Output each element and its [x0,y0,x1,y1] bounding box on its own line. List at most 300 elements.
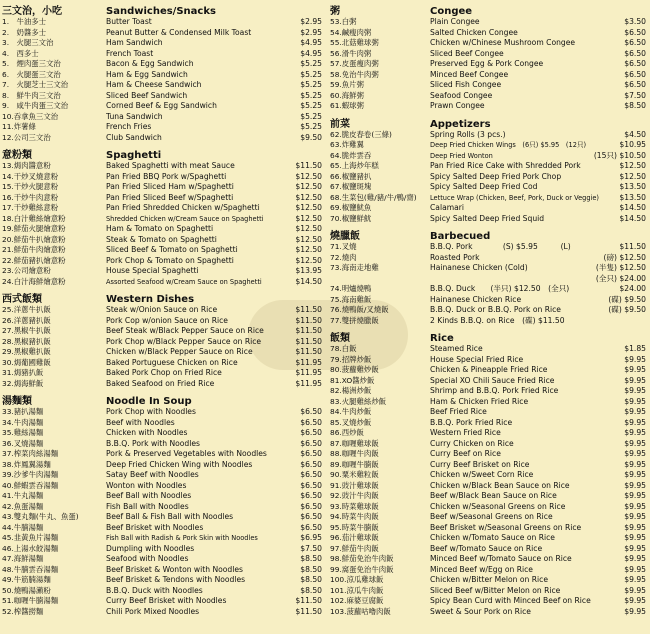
section-header [330,331,646,344]
item-name-chinese: 21.鮮茄牛肉燴意粉 [2,245,66,254]
item-name-english: Chicken w/Sweet Corn Rice [430,470,534,479]
item-price: $5.25 [300,80,322,89]
menu-item[interactable] [330,439,646,450]
item-name-english: Ham & Egg Sandwich [106,69,188,79]
menu-item[interactable] [330,355,646,366]
item-name-chinese: 17.干炒雞絲意粉 [2,203,59,212]
item-price: $11.95 [295,368,322,377]
menu-item[interactable] [2,161,322,172]
item-name-english: Beef w/Black Bean Sauce on Rice [430,491,557,500]
menu-item[interactable] [330,418,646,429]
menu-item[interactable] [330,607,646,618]
item-name-english: Minced Beef w/Egg on Rice [430,564,533,574]
menu-item[interactable] [2,502,322,513]
item-name-chinese: 42.魚蛋湯麵 [2,501,44,511]
item-name-english: Curry Chicken on Rice [430,438,514,448]
item-price: $9.95 [624,354,646,364]
menu-item[interactable] [330,70,646,81]
item-name-chinese: 83.火腿雞絲炒飯 [330,396,387,406]
menu-item[interactable] [2,575,322,586]
item-name-chinese: 99.窩蛋免治牛肉飯 [330,564,394,574]
menu-item[interactable] [330,17,646,28]
menu-item[interactable] [2,112,322,123]
item-name-chinese: 49.牛筋腩湯麵 [2,575,51,584]
menu-section [330,229,646,326]
item-price: $6.50 [300,491,322,500]
item-name-english: Sweet & Sour Pork on Rice [430,606,531,616]
menu-item[interactable] [2,266,322,277]
menu-item[interactable] [2,17,322,28]
menu-item[interactable] [2,428,322,439]
item-price: $9.95 [624,585,646,595]
menu-item[interactable] [330,80,646,91]
section-title-chinese: 前菜 [330,118,350,130]
menu-item[interactable] [330,428,646,439]
menu-item[interactable] [330,140,646,151]
section-title-chinese: 湯麵類 [2,396,32,407]
menu-item[interactable] [330,193,646,204]
item-name-chinese: 65.上海炒年糕 [330,161,379,170]
menu-item[interactable] [330,253,646,264]
item-name-chinese: 61.蝦球粥 [330,101,364,110]
item-price: $8.50 [624,101,646,110]
menu-item[interactable] [2,460,322,471]
item-price: $2.95 [300,27,322,37]
item-name-chinese: 71.叉燒 [330,242,357,251]
menu-item[interactable] [330,376,646,387]
menu-section [2,292,322,389]
menu-item[interactable] [2,172,322,183]
item-name-english: B.B.Q. Duck with Noodles [106,585,203,595]
item-name-chinese: 37.榨菜肉絲湯麵 [2,449,59,458]
item-name-chinese: 6. 火腿蛋三文治 [2,69,61,79]
menu-item[interactable] [2,101,322,112]
item-name-english: Beef Brisket with Noodles [106,522,204,532]
item-name-chinese: 19.鮮茄火腿燴意粉 [2,224,66,233]
section-title-english: Noodle In Soup [106,396,192,407]
menu-item[interactable] [2,133,322,144]
menu-item[interactable] [330,470,646,481]
menu-item[interactable] [330,101,646,112]
item-name-english: 2 Kinds B.B.Q. on Rice (碟) $11.50 [430,315,565,325]
menu-item[interactable] [330,203,646,214]
menu-item[interactable] [2,491,322,502]
menu-item[interactable] [2,379,322,390]
menu-item[interactable] [2,449,322,460]
menu-item[interactable] [2,277,322,288]
item-name-chinese: 33.豬扒湯麵 [2,407,44,416]
item-price: $5.25 [300,69,322,79]
item-name-english: Fish Ball with Radish & Pork Skin with Noodles [106,534,258,542]
item-price: $7.50 [300,543,322,553]
menu-item[interactable] [2,470,322,481]
item-name-english: Minced Beef Congee [430,69,509,79]
menu-item[interactable] [330,214,646,225]
item-name-chinese: 54.鹹瘦肉粥 [330,27,372,37]
menu-item[interactable] [330,49,646,60]
item-name-english: Seafood Congee [430,90,493,100]
item-price: $12.50 [295,171,322,181]
menu-item[interactable] [2,481,322,492]
item-name-chinese: 40.鮮蝦雲吞湯麵 [2,480,59,490]
menu-item[interactable] [330,554,646,565]
item-name-chinese: 23.公司燴意粉 [2,266,51,275]
item-name-english: House Special Spaghetti [106,266,199,275]
menu-item[interactable] [2,554,322,565]
item-name-english: Western Fried Rice [430,428,501,437]
item-price: $6.50 [300,480,322,490]
menu-item[interactable] [330,523,646,534]
item-name-english: Beef Brisket & Wonton with Noodles [106,564,243,574]
item-name-chinese: 64.脆炸雲吞 [330,150,372,160]
menu-item[interactable] [2,358,322,369]
item-name-english: Deep Fried Chicken Wings (6只) $5.95 (12只) [430,141,587,149]
item-name-english: Chicken & Pineapple Fried Rice [430,365,548,374]
menu-item[interactable] [2,305,322,316]
item-name-chinese: 38.炸鳳翼湯麵 [2,459,51,469]
item-name-chinese: 86.西炒飯 [330,428,364,437]
item-price: $9.95 [624,449,646,458]
item-name-english: Spicy Salted Deep Fried Pork Chop [430,171,562,181]
menu-item[interactable] [330,596,646,607]
item-price: $9.95 [624,459,646,469]
item-name-chinese: 11.炸薯條 [2,122,36,131]
menu-item[interactable] [330,407,646,418]
item-name-chinese: 84.牛肉炒飯 [330,407,372,416]
item-price: $9.95 [624,480,646,490]
item-price: $11.50 [295,336,322,346]
item-name-chinese: 75.海南雞飯 [330,294,372,304]
item-name-english: Sliced Beef w/Bitter Melon on Rice [430,585,561,595]
item-name-english: Hainanese Chicken Rice [430,294,522,304]
item-name-chinese: 53.白粥 [330,17,357,26]
section-title-chinese: 西式飯類 [2,294,42,305]
item-name-chinese: 94.時菜牛肉飯 [330,512,379,521]
menu-item[interactable] [330,512,646,523]
menu-item[interactable] [330,172,646,183]
section-title-chinese: 燒臘飯 [330,231,360,242]
item-price: $9.95 [624,575,646,584]
item-name-chinese: 95.時菜牛腩飯 [330,522,379,532]
menu-item[interactable] [330,91,646,102]
item-name-english: Spring Rolls (3 pcs.) [430,129,506,139]
section-header [330,4,646,17]
item-price: $14.50 [619,203,646,212]
item-price: $12.50 [619,161,646,170]
item-price: $12.50 [295,192,322,202]
item-name-chinese: 51.咖喱牛腩湯麵 [2,596,59,605]
menu-item[interactable] [2,245,322,256]
item-price: $6.50 [300,522,322,532]
menu-item[interactable] [330,305,646,316]
menu-item[interactable] [2,224,322,235]
menu-item[interactable] [330,263,646,274]
item-name-chinese: 67.椒鹽斑塊 [330,182,372,191]
item-name-english: Shrimp and B.B.Q. Pork Fried Rice [430,386,559,395]
item-name-english: Beef Fried Rice [430,407,487,416]
menu-item[interactable] [330,565,646,576]
section-title-english: Sandwiches/Snacks [106,6,216,17]
item-name-chinese: 102.麻婆豆腐飯 [330,596,384,605]
item-price: $9.50 [300,132,322,142]
item-name-chinese: 57.皮蛋瘦肉粥 [330,59,379,68]
menu-item[interactable] [2,544,322,555]
item-name-chinese: 62.脆皮春卷(三條) [330,129,392,139]
item-name-chinese: 89.咖喱牛腩飯 [330,459,379,469]
item-name-chinese: 100.涼瓜雞球飯 [330,575,384,584]
menu-item[interactable] [330,460,646,471]
item-price: $6.50 [300,438,322,448]
item-name-chinese: 27.黑椒牛扒飯 [2,326,51,335]
item-price: $6.50 [300,501,322,511]
menu-item[interactable] [330,365,646,376]
menu-item[interactable] [2,122,322,133]
menu-item[interactable] [330,575,646,586]
menu-item[interactable] [330,161,646,172]
item-name-english: Hainanese Chicken (Cold) [430,263,528,272]
item-name-english: Shredded Chicken w/Cream Sauce on Spaghetti [106,214,264,223]
item-name-english: Dumpling with Noodles [106,543,195,553]
item-price: $6.50 [300,470,322,479]
item-name-chinese: 35.雞絲湯麵 [2,428,44,437]
menu-item[interactable] [2,235,322,246]
section-title-english: Spaghetti [106,150,162,161]
menu-item[interactable] [2,203,322,214]
item-name-english: Lettuce Wrap (Chicken, Beef, Pork, Duck or Veggie) [430,193,599,202]
menu-item[interactable] [330,28,646,39]
item-name-english: Club Sandwich [106,132,162,142]
menu-item[interactable] [330,284,646,295]
item-name-english: Roasted Pork [430,252,480,262]
menu-item[interactable] [2,91,322,102]
item-name-english: Seafood with Noodles [106,554,189,563]
menu-section [330,331,646,617]
menu-item[interactable] [2,70,322,81]
item-price: $13.95 [295,266,322,275]
menu-item[interactable] [330,242,646,253]
item-name-chinese: 24.白汁海鮮燴意粉 [2,276,66,286]
item-name-english: Baked Seafood on Fried Rice [106,378,215,388]
item-name-english: Chicken w/Bitter Melon on Rice [430,575,548,584]
item-name-chinese: 82.楊洲炒飯 [330,386,372,395]
menu-item[interactable] [330,544,646,555]
menu-item[interactable] [330,130,646,141]
item-name-english: Chicken w/Black Bean Sauce on Rice [430,480,570,490]
item-name-chinese: 68.生菜包(雞/豬/牛/鴨/齋) [330,192,417,202]
menu-item[interactable] [330,397,646,408]
item-name-chinese: 5. 煙肉蛋三文治 [2,59,61,68]
section-title-english: Congee [430,6,473,17]
item-name-english: Plain Congee [430,17,480,26]
menu-item[interactable] [330,491,646,502]
item-name-chinese: 44.牛腩湯麵 [2,522,44,532]
item-price: $9.95 [624,428,646,437]
item-name-english: Beef Brisket & Tendons with Noodles [106,575,246,584]
menu-item[interactable] [2,439,322,450]
item-name-english: Chicken w/Seasonal Greens on Rice [430,501,566,511]
item-name-chinese: 18.白汁雞絲燴意粉 [2,213,66,223]
menu-item[interactable] [330,386,646,397]
item-name-english: Curry Beef Brisket with Noodles [106,596,227,605]
menu-item[interactable] [2,49,322,60]
menu-item[interactable] [330,586,646,597]
item-price: $5.25 [300,111,322,121]
item-name-english: B.B.Q. Duck (半只) $12.50 (全只) [430,284,570,293]
menu-item[interactable] [2,337,322,348]
menu-item[interactable] [330,316,646,327]
item-name-english: B.B.Q. Duck or B.B.Q. Pork on Rice [430,305,561,314]
item-name-chinese: 39.沙爹牛肉湯麵 [2,470,59,479]
item-price: $8.50 [300,575,322,584]
menu-item[interactable] [2,565,322,576]
menu-item[interactable] [330,344,646,355]
item-name-english: B.B.Q. Pork with Noodles [106,438,200,448]
section-header [2,148,322,161]
item-price: $9.95 [624,543,646,553]
menu-item[interactable] [330,449,646,460]
item-name-chinese: 56.滑牛肉粥 [330,48,372,58]
item-name-chinese: 29.黑椒雞扒飯 [2,347,51,356]
item-name-chinese: 41.牛丸湯麵 [2,491,44,500]
item-name-chinese: 50.燒鴨湯瀨粉 [2,585,51,595]
item-price: $24.00 [619,284,646,293]
menu-item[interactable] [2,418,322,429]
item-name-english: Ham Sandwich [106,38,163,47]
item-name-english: Ham & Chicken Fried Rice [430,396,529,406]
item-name-chinese: 81.XO醬炒飯 [330,375,375,385]
item-name-chinese: 34.牛肉湯麵 [2,417,44,427]
menu-item[interactable] [330,38,646,49]
item-price: $5.25 [300,122,322,131]
menu-item[interactable] [330,481,646,492]
menu-column-right [330,4,646,617]
item-price: $9.95 [624,396,646,406]
item-name-english: B.B.Q. Pork Fried Rice [430,417,513,427]
item-name-english: Tuna Sandwich [106,111,163,121]
item-name-english: Peanut Butter & Condensed Milk Toast [106,27,252,37]
menu-item[interactable] [2,182,322,193]
menu-item[interactable] [2,214,322,225]
item-name-chinese: 88.咖喱牛肉飯 [330,449,379,458]
item-name-english: Curry Beef Brisket on Rice [430,459,530,469]
item-price: $2.95 [300,17,322,26]
menu-item[interactable] [2,193,322,204]
item-name-english: Butter Toast [106,17,152,26]
item-price: (15只) $10.50 [593,150,646,160]
item-name-chinese: 92.豉汁牛肉飯 [330,491,379,500]
menu-section [330,4,646,112]
item-name-chinese: 97.鮮茄牛肉飯 [330,543,379,553]
item-name-english: Prawn Congee [430,101,485,110]
item-name-chinese: 30.焗葡國雞飯 [2,357,51,367]
menu-item[interactable] [2,586,322,597]
item-name-chinese: 15.干炒火腿意粉 [2,182,59,191]
item-price: $8.50 [300,554,322,563]
item-price: $5.25 [300,101,322,110]
item-price: $9.95 [624,533,646,542]
item-name-chinese: 76.燒鴨飯/叉燒飯 [330,305,389,314]
menu-item[interactable] [2,256,322,267]
item-name-english: Sliced Beef & Tomato on Spaghetti [106,245,238,254]
item-price: $6.50 [300,428,322,437]
item-name-chinese: 16.干炒牛肉意粉 [2,192,59,202]
menu-item[interactable] [2,326,322,337]
item-price: $13.50 [619,182,646,191]
menu-item[interactable] [2,533,322,544]
menu-item[interactable] [2,347,322,358]
menu-item[interactable] [2,59,322,70]
item-price: $6.50 [300,417,322,427]
item-name-english: Corned Beef & Egg Sandwich [106,101,217,110]
item-price: $9.95 [624,564,646,574]
menu-item[interactable] [2,512,322,523]
menu-item[interactable] [2,407,322,418]
menu-item[interactable] [330,295,646,306]
item-name-chinese: 103.菠蘿咕嚕肉飯 [330,606,391,616]
menu-item[interactable] [330,59,646,70]
item-price: $9.95 [624,512,646,521]
item-price: $5.25 [300,59,322,68]
menu-item[interactable] [2,316,322,327]
item-name-english: Assorted Seafood w/Cream Sauce on Spaghetti [106,277,262,286]
item-name-english: Deep Fried Wonton [430,151,493,160]
item-name-english: Beef w/Seasonal Greens on Rice [430,512,553,521]
item-price: $6.95 [300,533,322,542]
menu-item[interactable] [330,533,646,544]
item-name-chinese: 13.焗肉醬意粉 [2,161,51,170]
menu-item[interactable] [2,523,322,534]
menu-item[interactable] [2,80,322,91]
menu-item[interactable] [2,368,322,379]
item-name-chinese: 2. 奶醬多士 [2,27,47,37]
item-name-chinese: 87.咖喱雞球飯 [330,438,379,448]
item-name-english: Pork Chop with Noodles [106,407,196,416]
menu-item[interactable] [2,596,322,607]
item-name-english: Beef w/Tomato Sauce on Rice [430,543,543,553]
item-price: $6.50 [624,80,646,89]
section-title-english: Rice [430,333,454,344]
item-name-chinese: 43.雙丸麵(牛丸、魚蛋) [2,512,79,521]
item-price: $9.95 [624,501,646,511]
menu-item[interactable] [330,151,646,162]
item-name-chinese: 10.吞拿魚三文治 [2,111,59,121]
item-name-chinese: 31.焗豬扒飯 [2,368,44,377]
item-name-english: Preserved Egg & Pork Congee [430,59,544,68]
section-title-english: Appetizers [430,118,491,130]
item-price: $9.95 [624,491,646,500]
item-name-english: Satay Beef with Noodles [106,470,199,479]
item-name-english: Pork Chop & Tomato on Spaghetti [106,255,234,265]
item-name-english: Pork Cop w/onion Sauce on Rice [106,315,228,325]
item-price: $12.50 [295,213,322,223]
menu-item[interactable] [330,502,646,513]
item-price: $9.95 [624,417,646,427]
item-name-english: Minced Beef w/Tomato Sauce on Rice [430,554,572,563]
item-price: $12.50 [295,234,322,244]
item-price: $11.50 [295,305,322,314]
item-name-english: Pan Fried Shredded Chicken w/Spaghetti [106,203,260,212]
menu-item[interactable] [330,182,646,193]
item-name-english: Ham & Tomato on Spaghetti [106,224,214,233]
menu-item[interactable] [330,274,646,285]
item-name-english: Chicken w/Chinese Mushroom Congee [430,38,576,47]
item-price: $6.50 [300,459,322,469]
item-name-chinese: 26.洋蔥豬扒飯 [2,315,51,325]
item-name-english: Pork & Preserved Vegetables with Noodles [106,449,267,458]
menu-item[interactable] [2,607,322,618]
menu-item[interactable] [2,28,322,39]
menu-item[interactable] [2,38,322,49]
